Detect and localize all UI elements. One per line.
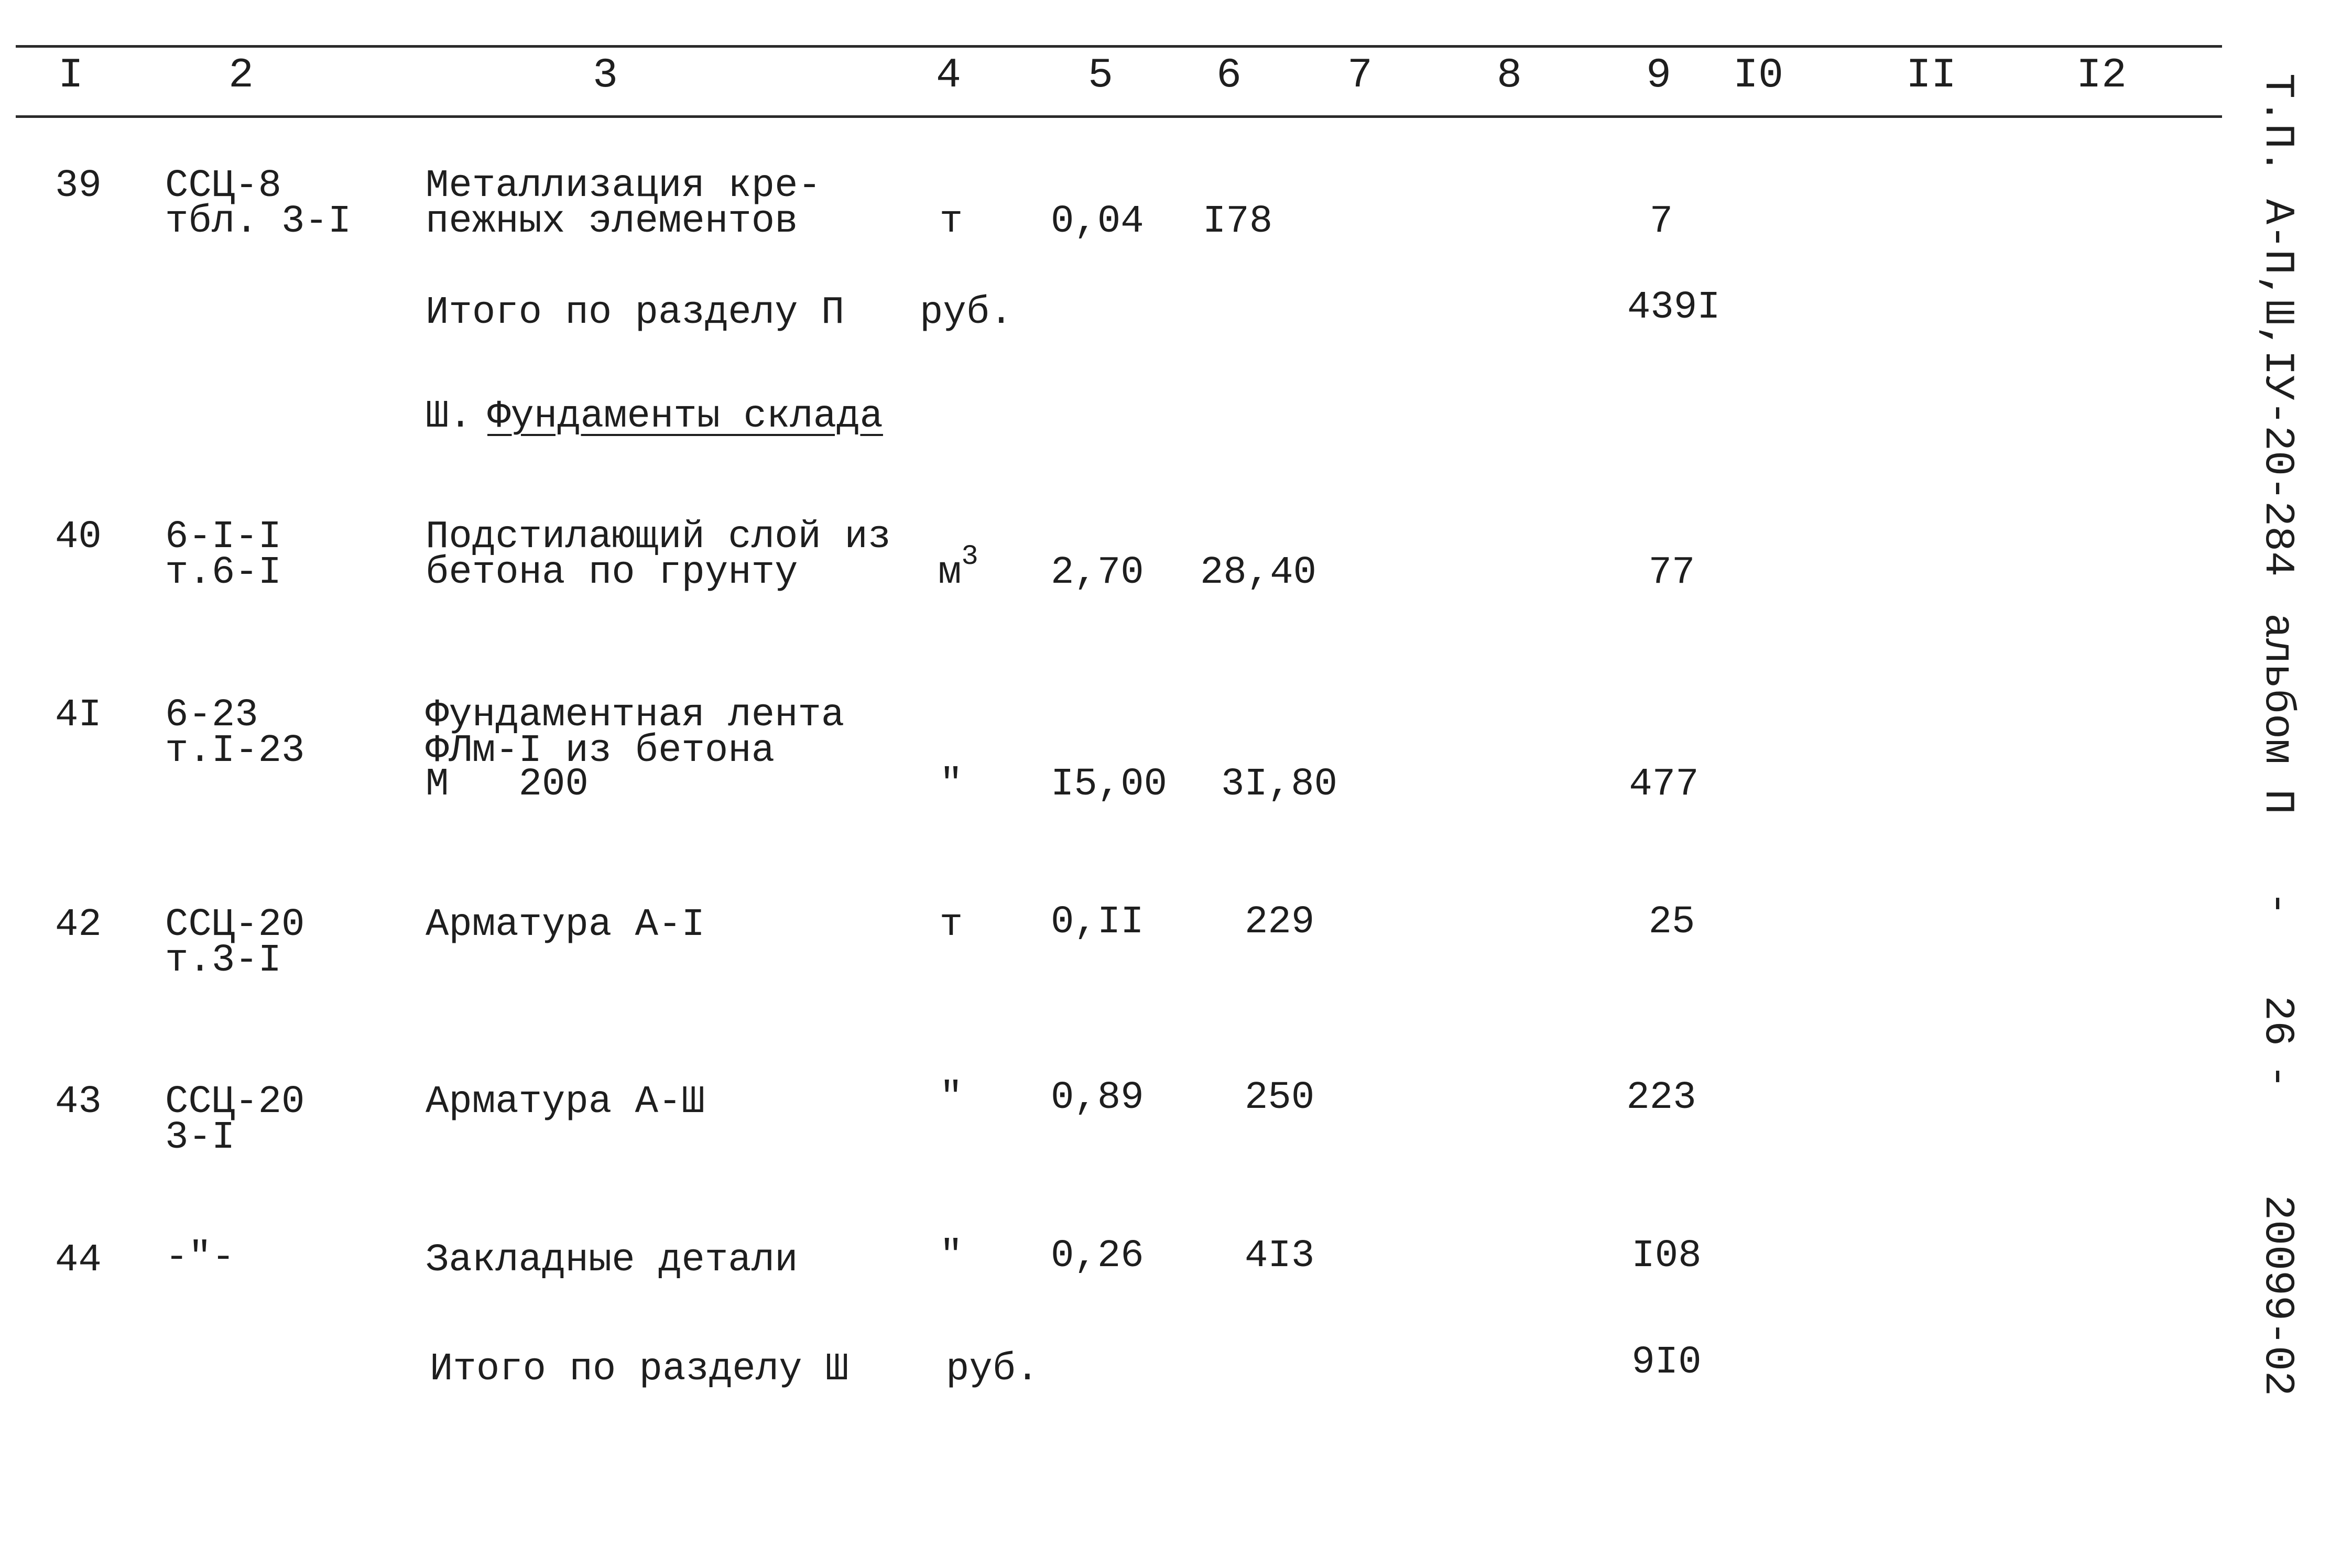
- row-total: 25: [1648, 900, 1695, 944]
- row-total: 223: [1626, 1076, 1696, 1120]
- row-reference-table: 3-I: [165, 1116, 235, 1160]
- row-quantity: 0,26: [1051, 1234, 1144, 1278]
- row-unit-exponent: 3: [961, 541, 978, 573]
- subtotal-unit: руб.: [946, 1347, 1039, 1391]
- row-quantity: 2,70: [1051, 551, 1144, 595]
- column-header-10: I0: [1733, 52, 1784, 100]
- row-total: 477: [1629, 763, 1699, 807]
- row-reference-table: т.I-23: [165, 729, 305, 773]
- column-header-6: 6: [1216, 52, 1242, 100]
- row-number: 44: [55, 1238, 102, 1282]
- side-page-dash-before: -: [2253, 891, 2301, 917]
- row-total: I08: [1631, 1234, 1702, 1278]
- header-rule: [16, 115, 2222, 118]
- row-number: 4I: [55, 693, 102, 737]
- row-reference-code: ССЦ-20: [165, 1080, 305, 1124]
- row-description-line-2: ФЛм-I из бетона: [426, 729, 775, 773]
- subtotal-label: Итого по разделу П: [426, 291, 845, 335]
- column-header-9: 9: [1646, 52, 1672, 100]
- row-unit-price: I78: [1203, 200, 1273, 244]
- row-quantity: 0,04: [1051, 200, 1144, 244]
- row-reference-code: ССЦ-8: [165, 164, 282, 208]
- side-page-number: 26: [2253, 996, 2301, 1047]
- subtotal-unit: руб.: [920, 291, 1013, 335]
- row-number: 42: [55, 903, 102, 947]
- row-unit-symbol: м: [938, 551, 962, 595]
- row-reference-table: тбл. 3-I: [165, 200, 352, 244]
- row-unit: [938, 541, 978, 595]
- row-unit: ": [939, 1076, 963, 1120]
- top-rule: [16, 45, 2222, 48]
- side-document-number: 20099-02: [2253, 1195, 2301, 1397]
- row-reference-code: 6-23: [165, 693, 258, 737]
- row-description-line-1: Подстилающий слой из: [426, 515, 891, 559]
- row-description-line-1: Арматура А-Ш: [426, 1080, 705, 1124]
- side-album-label: альбом П: [2253, 613, 2301, 815]
- column-header-3: 3: [592, 52, 618, 100]
- subtotal-total: 9I0: [1631, 1341, 1702, 1385]
- row-description-line-3: М 200: [426, 763, 589, 807]
- row-unit-price: 4I3: [1245, 1234, 1315, 1278]
- side-document-code: Т.П. А-П,Ш,IУ-20-284: [2253, 73, 2301, 577]
- column-header-4: 4: [935, 52, 962, 100]
- row-description-line-1: Закладные детали: [426, 1238, 798, 1282]
- row-quantity: 0,II: [1051, 900, 1144, 944]
- row-number: 39: [55, 164, 102, 208]
- column-header-1: I: [58, 52, 84, 100]
- row-unit: т: [939, 903, 963, 947]
- row-reference-table: т.3-I: [165, 939, 282, 983]
- row-unit-price: 250: [1245, 1076, 1315, 1120]
- row-description-line-2: пежных элементов: [426, 200, 798, 244]
- side-page-dash-after: -: [2253, 1064, 2301, 1090]
- section-number: Ш.: [426, 395, 472, 439]
- column-header-8: 8: [1496, 52, 1522, 100]
- row-reference-table: т.6-I: [165, 551, 282, 595]
- row-total: 77: [1648, 551, 1695, 595]
- row-description-line-2: бетона по грунту: [426, 551, 798, 595]
- row-unit: т: [939, 200, 963, 244]
- row-description-line-1: Арматура А-I: [426, 903, 705, 947]
- row-description-line-1: Металлизация кре-: [426, 164, 821, 208]
- column-header-7: 7: [1347, 52, 1373, 100]
- row-unit: ": [939, 763, 963, 807]
- row-reference-code: ССЦ-20: [165, 903, 305, 947]
- section-title: Фундаменты склада: [487, 395, 883, 439]
- row-description-line-1: Фундаментная лента: [426, 693, 845, 737]
- column-header-12: I2: [2076, 52, 2127, 100]
- subtotal-total: 439I: [1627, 286, 1721, 330]
- column-header-11: II: [1905, 52, 1957, 100]
- row-number: 43: [55, 1080, 102, 1124]
- row-reference-code: 6-I-I: [165, 515, 282, 559]
- row-unit: ": [939, 1234, 963, 1278]
- row-unit-price: 229: [1245, 900, 1315, 944]
- row-total: 7: [1649, 200, 1673, 244]
- column-header-2: 2: [228, 52, 254, 100]
- row-quantity: I5,00: [1051, 763, 1168, 807]
- row-unit-price: 28,40: [1200, 551, 1317, 595]
- row-quantity: 0,89: [1051, 1076, 1144, 1120]
- row-number: 40: [55, 515, 102, 559]
- subtotal-label: Итого по разделу Ш: [430, 1347, 849, 1391]
- row-reference-code: -"-: [165, 1236, 235, 1280]
- row-unit-price: 3I,80: [1221, 763, 1338, 807]
- column-header-5: 5: [1087, 52, 1114, 100]
